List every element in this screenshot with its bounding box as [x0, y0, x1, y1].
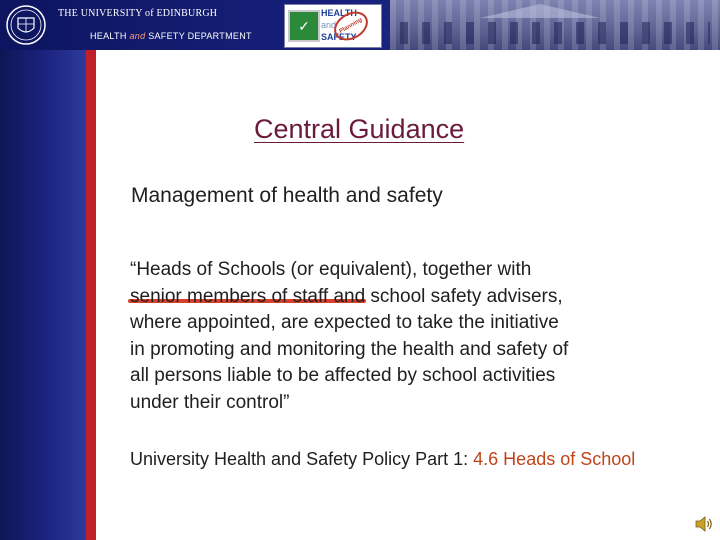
header-banner — [0, 0, 720, 50]
health-safety-logo — [284, 4, 382, 48]
university-crest-icon — [6, 4, 46, 46]
quote-block — [130, 257, 690, 416]
building-windows — [400, 22, 710, 44]
building-pediment — [480, 4, 600, 18]
reference-highlight: 4.6 Heads of School — [473, 449, 636, 469]
quote-line: senior members of staff and school safety advisers, — [130, 285, 563, 307]
quote-line: in promoting and monitoring the health and safety of — [130, 338, 569, 360]
quote-line: under their control” — [130, 391, 290, 413]
logo-stamp: Planning — [329, 6, 373, 47]
dept-and: and — [129, 31, 146, 41]
dept-prefix: HEALTH — [90, 31, 127, 41]
logo-line-safety: SAFETY — [321, 32, 357, 42]
dept-suffix: SAFETY DEPARTMENT — [148, 31, 252, 41]
header-building-image — [390, 0, 720, 50]
left-sidebar — [0, 50, 86, 540]
slide-subtitle: Management of health and safety — [131, 184, 443, 207]
quote-line: where appointed, are expected to take the initiative — [130, 312, 559, 333]
check-icon: ✓ — [288, 10, 320, 42]
department-name — [90, 31, 252, 41]
left-red-stripe — [86, 50, 96, 540]
reference-prefix: University Health and Safety Policy Part 1: — [130, 449, 474, 469]
university-name: THE UNIVERSITY of EDINBURGH — [58, 8, 218, 19]
logo-line-health: HEALTH — [321, 8, 357, 18]
quote-line: all persons liable to be affected by school activities — [130, 365, 556, 386]
quote-line: “Heads of Schools (or equivalent), together with — [130, 259, 532, 280]
logo-line-and: and — [321, 20, 337, 30]
slide-title: Central Guidance — [254, 114, 465, 144]
policy-reference — [130, 449, 635, 470]
speaker-icon[interactable] — [694, 514, 714, 534]
